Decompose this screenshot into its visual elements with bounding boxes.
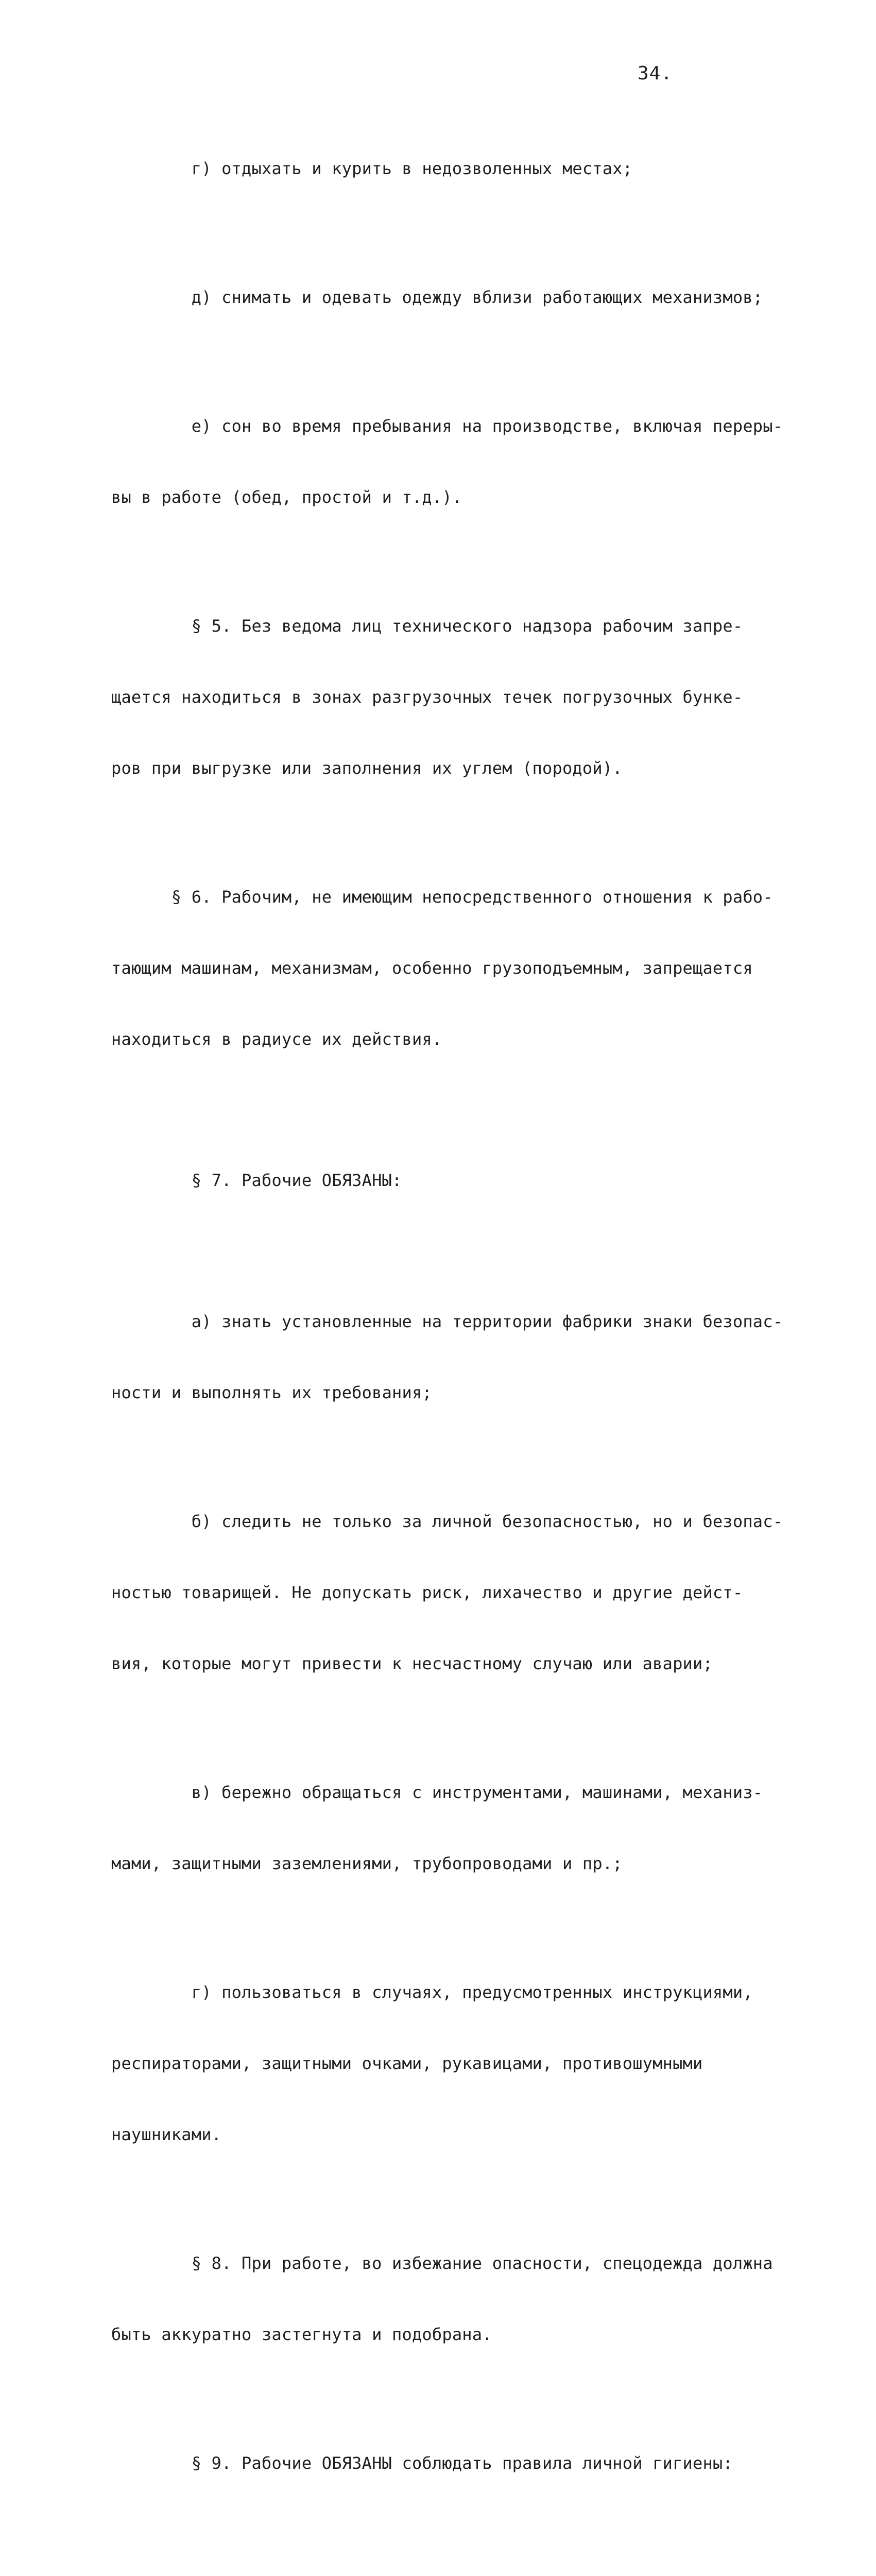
text-line: § 8. При работе, во избежание опасности, спецодежда должна: [111, 2253, 773, 2273]
paragraph-9a: [111, 2533, 776, 2576]
text-line: § 7. Рабочие ОБЯЗАНЫ:: [111, 1171, 402, 1190]
text-line: щается находиться в зонах разгрузочных течек погрузочных бунке-: [111, 687, 743, 707]
paragraph-g-rest: [111, 109, 776, 228]
text-line: ностью товарищей. Не допускать риск, лихачество и другие дейст-: [111, 1583, 743, 1602]
document-body: [111, 109, 783, 2576]
paragraph-7g: [111, 1933, 776, 2194]
text-line: а) знать установленные на территории фабрики знаки безопас-: [111, 1312, 783, 1331]
paragraph-7a: [111, 1262, 783, 1452]
paragraph-section-9: [111, 2404, 776, 2522]
text-line: ров при выгрузке или заполнения их углем (породой).: [111, 758, 623, 778]
text-line: мами, защитными заземлениями, трубопроводами и пр.;: [111, 1854, 623, 1873]
paragraph-section-5: [111, 567, 776, 827]
paragraph-section-8: [111, 2204, 776, 2394]
paragraph-e-sleep: [111, 367, 783, 556]
text-line: г) пользоваться в случаях, предусмотренных инструкциями,: [111, 1982, 753, 2002]
text-line: наушниками.: [111, 2125, 222, 2144]
text-line: д) снимать и одевать одежду вблизи работающих механизмов;: [111, 287, 763, 307]
text-line: § 6. Рабочим, не имеющим непосредственного отношения к рабо-: [111, 887, 773, 907]
paragraph-7b: [111, 1462, 783, 1723]
text-line: б) следить не только за личной безопасностью, но и безопас-: [111, 1512, 783, 1531]
text-line: § 5. Без ведома лиц технического надзора рабочим запре-: [111, 616, 743, 636]
page-number: 34.: [638, 63, 673, 84]
text-line: находиться в радиусе их действия.: [111, 1029, 442, 1049]
text-line: тающим машинам, механизмам, особенно грузоподъемным, запрещается: [111, 958, 753, 978]
text-line: вы в работе (обед, простой и т.д.).: [111, 487, 462, 507]
text-line: § 9. Рабочие ОБЯЗАНЫ соблюдать правила личной гигиены:: [111, 2453, 733, 2473]
text-line: е) сон во время пребывания на производстве, включая переры-: [111, 416, 783, 436]
text-line: ности и выполнять их требования;: [111, 1383, 432, 1402]
paragraph-7v: [111, 1733, 776, 1923]
text-line: вия, которые могут привести к несчастному случаю или аварии;: [111, 1654, 713, 1673]
text-line: в) бережно обращаться с инструментами, машинами, механиз-: [111, 1783, 763, 1802]
text-line: респираторами, защитными очками, рукавицами, противошумными: [111, 2054, 703, 2073]
paragraph-section-7: [111, 1121, 776, 1240]
text-line: г) отдыхать и курить в недозволенных местах;: [111, 159, 633, 178]
paragraph-section-6: [111, 838, 776, 1098]
text-line: быть аккуратно застегнута и подобрана.: [111, 2325, 492, 2344]
paragraph-d-clothing: [111, 238, 776, 357]
